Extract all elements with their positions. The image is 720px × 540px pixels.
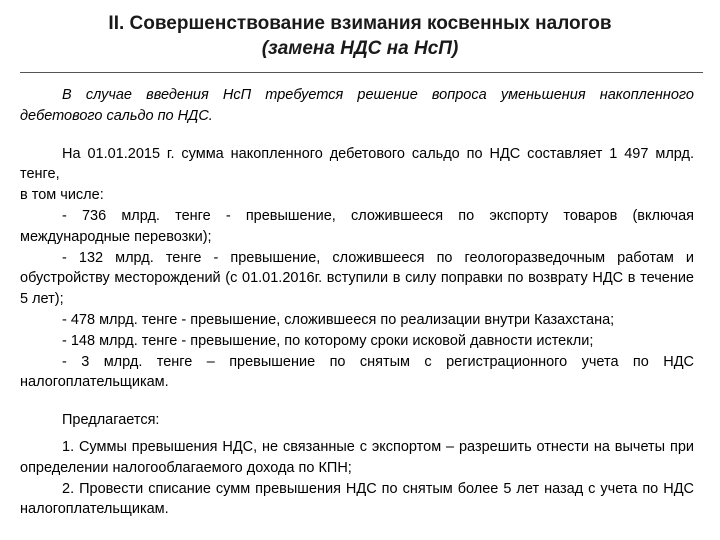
proposal-point-1: 1. Суммы превышения НДС, не связанные с экспортом – разрешить отнести на вычеты при определении налогооблагаемого дохода по КПН;	[20, 438, 694, 476]
balance-paragraph: На 01.01.2015 г. сумма накопленного дебетового сальдо по НДС составляет 1 497 млрд. тенге,	[20, 145, 694, 183]
list-item-deregistered: - 3 млрд. тенге – превышение по снятым с регистрационного учета по НДС налогоплательщикам.	[20, 353, 694, 391]
title-divider	[20, 72, 703, 73]
intro-paragraph: В случае введения НсП требуется решение вопроса уменьшения накопленного дебетового сальдо по НДС.	[20, 87, 694, 124]
title-line-1: II. Совершенствование взимания косвенных налогов	[108, 13, 612, 34]
page-title	[20, 11, 700, 61]
including-label: в том числе:	[20, 187, 104, 204]
list-item-export: - 736 млрд. тенге - превышение, сложившееся по экспорту товаров (включая международные перевозки);	[20, 207, 694, 245]
proposal-point-2: 2. Провести списание сумм превышения НДС по снятым более 5 лет назад с учета по НДС налогоплательщикам.	[20, 480, 694, 518]
document-body	[20, 85, 694, 520]
list-item-geology: - 132 млрд. тенге - превышение, сложившееся по геологоразведочным работам и обустройству месторождений (с 01.01.2016г. вступили в силу поправки по возврату НДС в течение 5 лет);	[20, 249, 694, 308]
list-item-expired: - 148 млрд. тенге - превышение, по которому сроки исковой давности истекли;	[62, 332, 594, 349]
proposal-heading: Предлагается:	[62, 412, 160, 429]
list-item-domestic: - 478 млрд. тенге - превышение, сложившееся по реализации внутри Казахстана;	[62, 311, 615, 328]
title-line-2: (замена НДС на НсП)	[261, 38, 459, 59]
